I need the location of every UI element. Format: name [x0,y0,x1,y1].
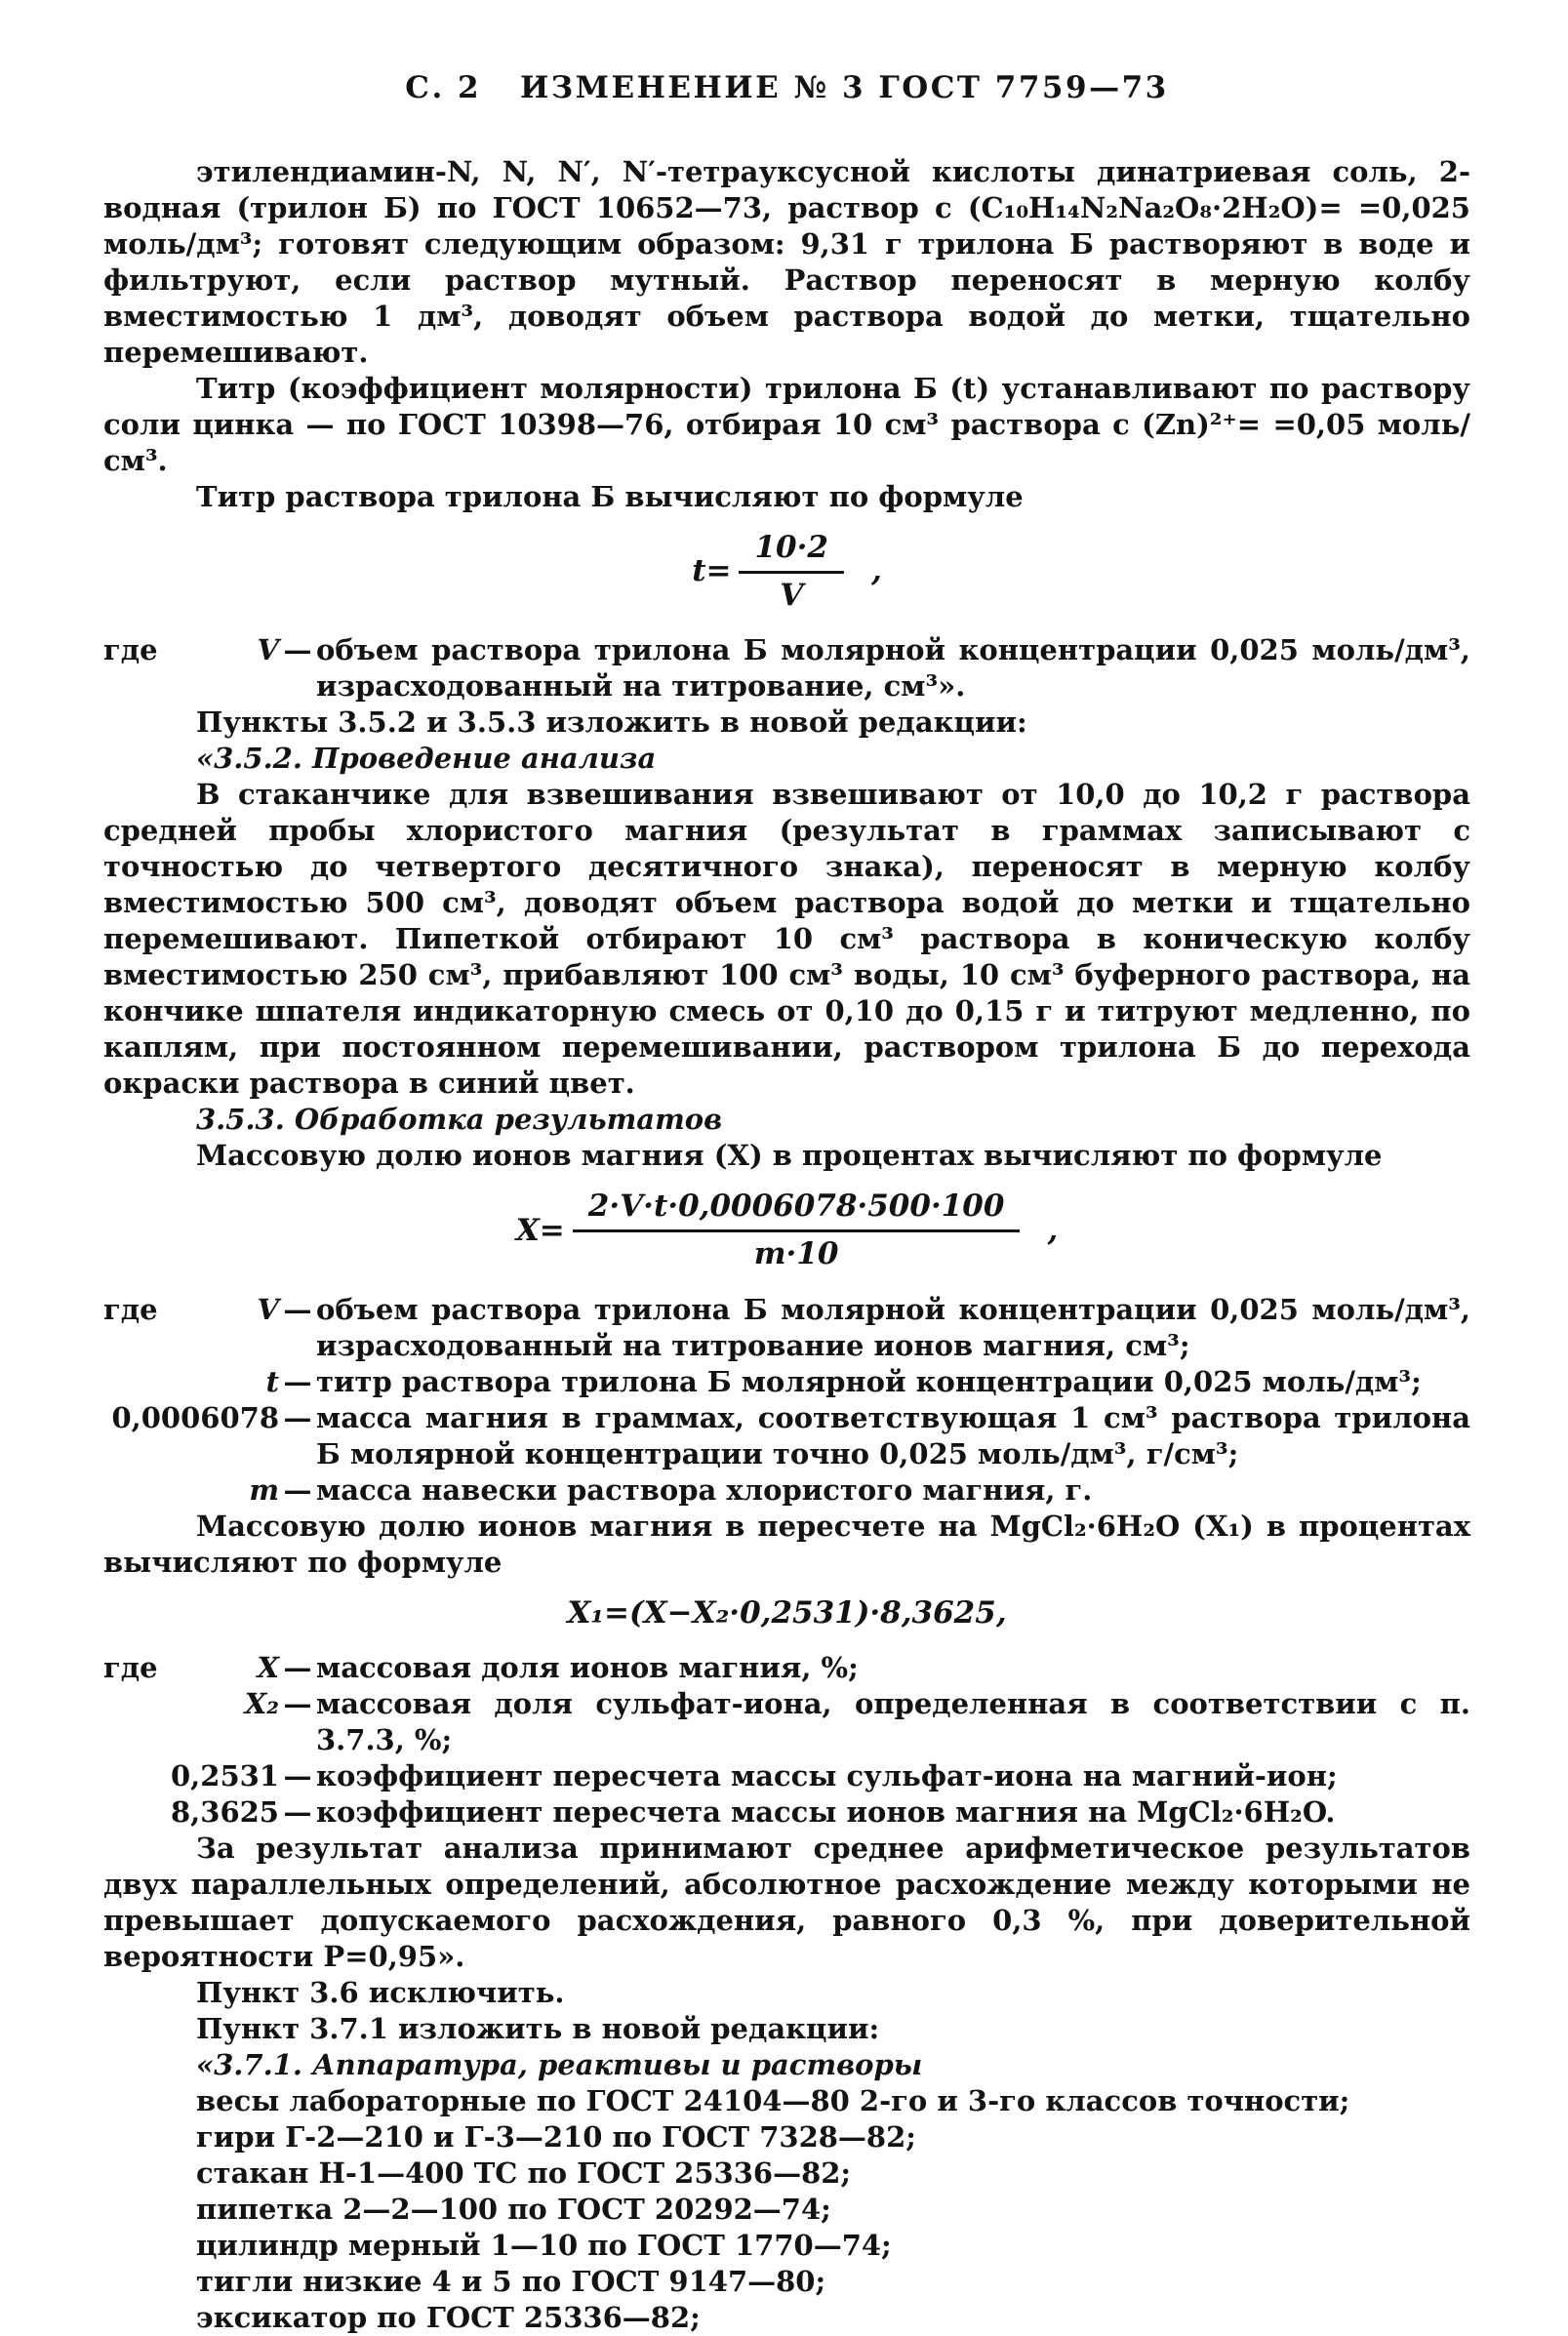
equipment-item: гири Г-2—210 и Г-3—210 по ГОСТ 7328—82; [196,2120,916,2155]
formula-comma: , [1047,1212,1059,1248]
section-heading-371: «3.7.1. Аппаратура, реактивы и растворы [196,2048,923,2082]
definition-text: массовая доля сульфат-иона, определенная в соответствии с п. 3.7.3, %; [316,1687,1470,1757]
definition-dash: — [283,633,312,667]
definition-text: коэффициент пересчета массы ионов магния на MgCl₂·6H₂O. [316,1795,1336,1830]
definition-dash: — [283,1759,312,1793]
definition-row [103,1686,1470,1758]
definition-row [103,1758,1470,1794]
equipment-list [103,2083,1470,2336]
definition-text: титр раствора трилона Б молярной концентрации 0,025 моль/дм³; [316,1364,1422,1398]
definition-row [103,1650,1470,1686]
equipment-item: весы лабораторные по ГОСТ 24104—80 2-го и 3-го классов точности; [196,2084,1350,2118]
paragraph-mgcl2-intro: Массовую долю ионов магния в пересчете на MgCl₂·6H₂O (X₁) в процентах вычисляют по формуле [103,1509,1470,1579]
definition-dash: — [283,1687,312,1721]
equipment-item: цилиндр мерный 1—10 по ГОСТ 1770—74; [196,2229,892,2263]
definition-list-mass-fraction [103,1292,1470,1509]
numerator: 10·2 [754,530,828,565]
equipment-item: эксикатор по ГОСТ 25336—82; [196,2301,701,2335]
definition-row [103,1292,1470,1364]
paragraph-trilon-b: этилендиамин-N, N, N′, N′-тетрауксусной кислоты динатриевая соль, 2-водная (трилон Б) по ГОСТ 10652—73, раствор с (C₁₀H₁₄N₂Na₂O₈·2H₂O)= =0,025 моль/дм³; готовят следующим образом: 9,31 г трилона Б растворяют в воде и фильтруют, если раствор мутный. Раствор переносят в мерную колбу вместимостью 1 дм³, доводят объем раствора водой до метки, тщательно перемешивают. [103,155,1470,369]
definition-lead: где [103,1292,158,1326]
definition-term: X [257,1651,279,1685]
definition-dash: — [283,1795,312,1830]
paragraph-titre-formula-intro: Титр раствора трилона Б вычисляют по формуле [196,480,1024,513]
paragraph-analysis-procedure: В стаканчике для взвешивания взвешивают от 10,0 до 10,2 г раствора средней пробы хлористого магния (результат в граммах записывают с точностью до четвертого десятичного знака), переносят в мерную колбу вместимостью 500 см³, доводят объем раствора водой до метки и тщательно перемешивают. Пипеткой отбирают 10 см³ раствора в коническую колбу вместимостью 250 см³, прибавляют 100 см³ воды, 10 см³ буферного раствора, на кончике шпателя индикаторную смесь от 0,10 до 0,15 г и титруют медленно, по каплям, при постоянном перемешивании, раствором трилона Б до перехода окраски раствора в синий цвет. [103,778,1470,1101]
formula-lhs: X= [515,1212,565,1248]
formula-mass-fraction [103,1189,1470,1271]
page-header: С. 2 ИЗМЕНЕНИЕ № 3 ГОСТ 7759—73 [405,70,1169,105]
definition-dash: — [283,1400,312,1434]
definition-term: 0,2531 [171,1759,279,1793]
formula-comma: , [871,553,882,589]
definition-dash: — [283,1651,312,1685]
definition-term: V [257,1292,279,1326]
definition-lead: где [103,633,158,667]
fraction [739,531,844,613]
definition-dash: — [283,1472,312,1507]
section-heading-353: 3.5.3. Обработка результатов [196,1103,723,1137]
definition-row [103,1400,1470,1472]
formula-inline: X₁=(X−X₂·0,2531)·8,3625, [567,1594,1007,1631]
equipment-item: пипетка 2—2—100 по ГОСТ 20292—74; [196,2193,831,2227]
definition-row [103,1364,1470,1400]
definition-text: масса магния в граммах, соответствующая 1 см³ раствора трилона Б молярной концентрации точно 0,025 моль/дм³, г/см³; [316,1400,1470,1470]
definition-list-mgcl2 [103,1650,1470,1831]
denominator: m·10 [573,1229,1021,1272]
section-heading-352: «3.5.2. Проведение анализа [196,742,657,776]
formula-mgcl2 [103,1596,1470,1631]
definition-row [103,1472,1470,1509]
definition-text: объем раствора трилона Б молярной концентрации 0,025 моль/дм³, израсходованный на титрование ионов магния, см³; [316,1292,1470,1362]
paragraph-result-rule: За результат анализа принимают среднее арифметическое результатов двух параллельных определений, абсолютное расхождение между которыми не превышает допускаемого расхождения, равного 0,3 %, при доверительной вероятности Р=0,95». [103,1832,1470,1974]
definition-lead: где [103,1651,158,1685]
definition-text: масса навески раствора хлористого магния, г. [316,1472,1093,1507]
definition-text: объем раствора трилона Б молярной концентрации 0,025 моль/дм³, израсходованный на титрование, см³». [316,633,1470,704]
equipment-item: тигли низкие 4 и 5 по ГОСТ 9147—80; [196,2265,826,2299]
definition-term: V [257,633,279,667]
definition-term: X₂ [244,1687,279,1721]
numerator: 2·V·t·0,0006078·500·100 [587,1188,1005,1225]
definition-term: m [249,1472,279,1507]
formula-lhs: t= [692,553,732,589]
equipment-item: стакан Н-1—400 ТС по ГОСТ 25336—82; [196,2156,852,2191]
formula-titre [103,531,1470,613]
paragraph-point-371: Пункт 3.7.1 изложить в новой редакции: [196,2012,880,2046]
paragraph-points-352-353: Пункты 3.5.2 и 3.5.3 изложить в новой редакции: [196,705,1027,740]
definition-term: 0,0006078 [111,1400,279,1434]
fraction [573,1189,1021,1271]
definition-row [103,1794,1470,1831]
definition-text: коэффициент пересчета массы сульфат-иона на магний-ион; [316,1759,1338,1793]
paragraph-titre-zinc: Титр (коэффициент молярности) трилона Б (t) устанавливают по раствору соли цинка — по ГОСТ 10398—76, отбирая 10 см³ раствора с (Zn)²⁺= =0,05 моль/см³. [103,372,1470,477]
definition-list-titre [103,632,1470,705]
definition-term: t [265,1364,279,1398]
paragraph-point-36: Пункт 3.6 исключить. [196,1976,565,2010]
denominator: V [739,571,844,614]
definition-text: массовая доля ионов магния, %; [316,1651,859,1685]
definition-dash: — [283,1364,312,1398]
definition-term: 8,3625 [171,1795,279,1830]
definition-dash: — [283,1292,312,1326]
paragraph-mass-fraction-intro: Массовую долю ионов магния (X) в процентах вычисляют по формуле [196,1139,1383,1173]
definition-row [103,632,1470,705]
